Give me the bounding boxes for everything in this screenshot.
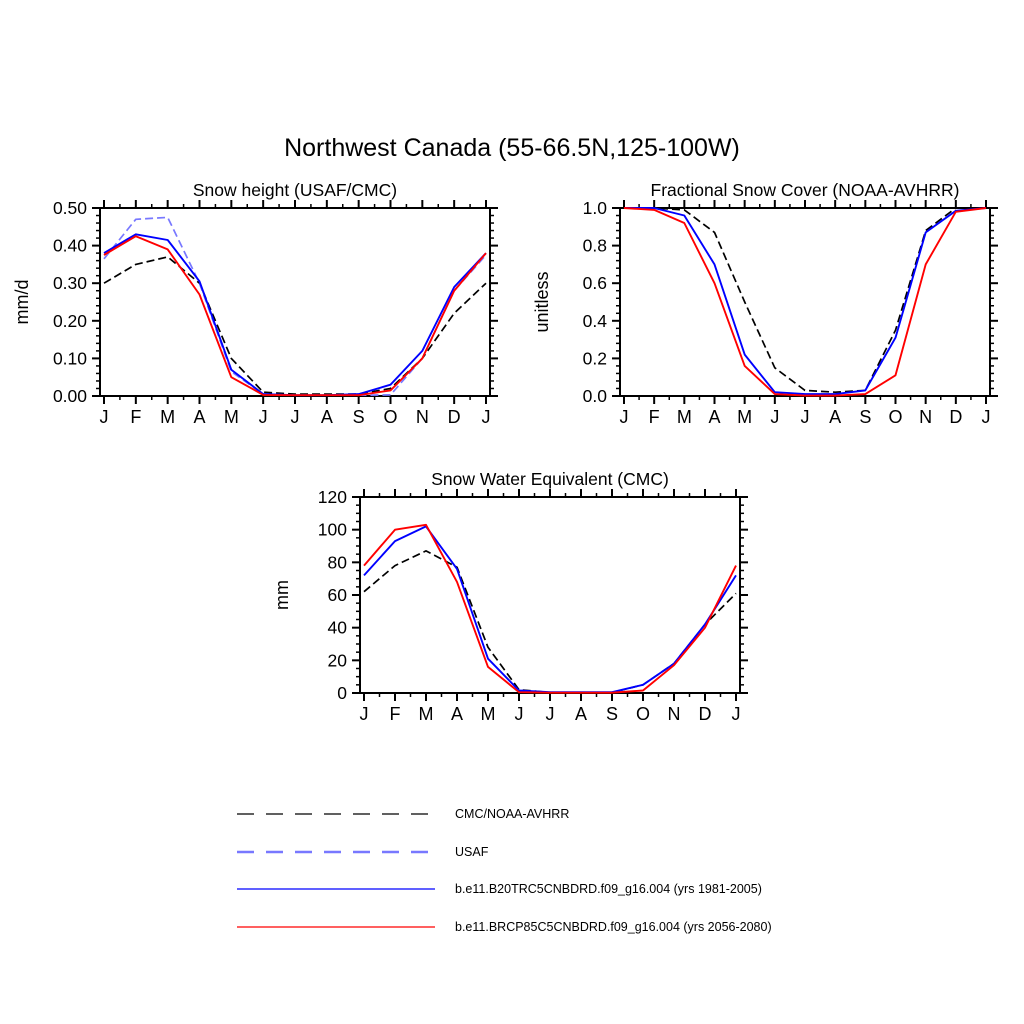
x-tick-label: J <box>359 704 369 724</box>
series-line-obs <box>104 257 486 394</box>
x-tick-label: S <box>352 407 365 427</box>
x-tick-label: N <box>415 407 429 427</box>
x-tick-label: M <box>418 704 434 724</box>
x-tick-label: J <box>481 407 491 427</box>
y-tick-label: 0 <box>337 683 347 703</box>
y-axis-label: unitless <box>532 271 552 333</box>
x-tick-label: J <box>545 704 555 724</box>
series-line-rcp <box>624 208 986 396</box>
y-axis-label: mm/d <box>12 279 32 325</box>
x-tick-label: A <box>193 407 206 427</box>
y-tick-label: 100 <box>317 519 347 540</box>
x-tick-label: M <box>676 407 692 427</box>
x-tick-label: F <box>648 407 660 427</box>
legend-label: CMC/NOAA-AVHRR <box>455 807 570 821</box>
x-tick-label: M <box>223 407 239 427</box>
x-tick-label: J <box>99 407 109 427</box>
series-line-rcp <box>364 525 736 693</box>
y-tick-label: 120 <box>317 487 347 507</box>
x-tick-label: F <box>130 407 142 427</box>
x-tick-label: S <box>859 407 872 427</box>
x-tick-label: J <box>731 704 741 724</box>
x-tick-label: N <box>667 704 681 724</box>
series-line-hist <box>364 526 736 692</box>
x-tick-label: S <box>605 704 619 724</box>
y-tick-label: 0.8 <box>582 235 607 256</box>
x-tick-label: A <box>708 407 721 427</box>
y-tick-label: 60 <box>327 585 347 605</box>
y-tick-label: 0.4 <box>582 310 607 331</box>
series-line-obs <box>624 208 986 392</box>
x-tick-label: M <box>737 407 753 427</box>
figure-title: Northwest Canada (55-66.5N,125-100W) <box>284 134 740 162</box>
x-tick-label: M <box>160 407 176 427</box>
x-tick-label: D <box>447 407 461 427</box>
x-tick-label: J <box>619 407 629 427</box>
panel-title: Snow height (USAF/CMC) <box>192 180 398 200</box>
y-tick-label: 80 <box>327 552 347 573</box>
y-tick-label: 0.10 <box>52 348 87 369</box>
series-line-usaf <box>104 217 486 395</box>
legend-label: USAF <box>455 845 489 859</box>
x-tick-label: J <box>258 407 268 427</box>
x-tick-label: A <box>320 407 333 427</box>
y-tick-label: 0.20 <box>52 310 87 331</box>
x-tick-label: M <box>480 704 496 724</box>
y-tick-label: 1.0 <box>582 198 607 218</box>
series-line-rcp <box>104 236 486 395</box>
y-tick-label: 0.6 <box>582 273 607 294</box>
y-tick-label: 0.2 <box>582 348 607 369</box>
x-tick-label: A <box>829 407 842 427</box>
panel-title: Snow Water Equivalent (CMC) <box>431 469 669 489</box>
legend-label: b.e11.BRCP85C5CNBDRD.f09_g16.004 (yrs 2056-2080) <box>455 920 772 934</box>
panel-title: Fractional Snow Cover (NOAA-AVHRR) <box>650 180 960 200</box>
x-tick-label: O <box>888 407 903 427</box>
x-tick-label: F <box>389 704 401 724</box>
y-tick-label: 0.0 <box>582 386 607 406</box>
x-tick-label: J <box>514 704 524 724</box>
y-axis-label: mm <box>272 580 292 610</box>
series-line-hist <box>624 208 986 394</box>
legend-label: b.e11.B20TRC5CNBDRD.f09_g16.004 (yrs 1981-2005) <box>455 882 762 896</box>
x-tick-label: A <box>450 704 464 724</box>
x-tick-label: D <box>698 704 712 724</box>
x-tick-label: N <box>919 407 933 427</box>
x-tick-label: J <box>290 407 300 427</box>
y-tick-label: 0.50 <box>52 198 87 218</box>
y-tick-label: 0.00 <box>52 386 87 406</box>
x-tick-label: J <box>981 407 991 427</box>
legend <box>237 807 772 934</box>
y-tick-label: 0.40 <box>52 235 87 256</box>
plot-frame <box>100 208 490 396</box>
x-tick-label: O <box>635 704 651 724</box>
x-tick-label: O <box>383 407 398 427</box>
x-tick-label: A <box>574 704 588 724</box>
x-tick-label: J <box>770 407 780 427</box>
x-tick-label: J <box>800 407 810 427</box>
series-line-obs <box>364 551 736 693</box>
x-tick-label: D <box>949 407 963 427</box>
y-tick-label: 0.30 <box>52 273 87 294</box>
y-tick-label: 40 <box>327 617 347 638</box>
plot-frame <box>620 208 990 396</box>
y-tick-label: 20 <box>327 650 347 671</box>
